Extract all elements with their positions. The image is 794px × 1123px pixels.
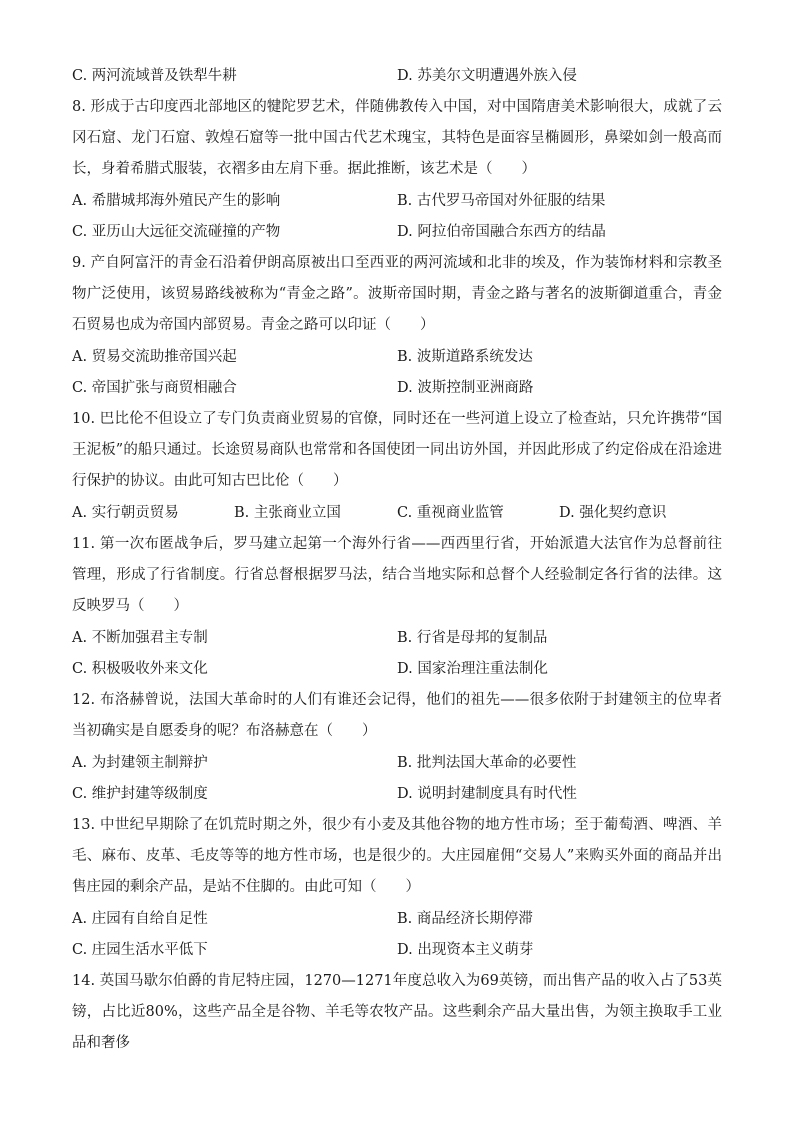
- q8-option-b: B. 古代罗马帝国对外征服的结果: [397, 193, 606, 209]
- q9-option-d: D. 波斯控制亚洲商路: [397, 380, 534, 396]
- q12-option-c: C. 维护封建等级制度: [72, 786, 208, 802]
- q10-stem: 10. 巴比伦不但设立了专门负责商业贸易的官僚，同时还在一些河道上设立了检查站，只允许携带“国王泥板”的船只通过。长途贸易商队也常常和各国使团一同出访外国，并因此形成了约定俗成在沿途进行保护的协议。由此可知古巴比伦（ ）: [72, 411, 722, 489]
- q8-stem: 8. 形成于古印度西北部地区的犍陀罗艺术，伴随佛教传入中国，对中国隋唐美术影响很大，成就了云冈石窟、龙门石窟、敦煌石窟等一批中国古代艺术瑰宝，其特色是面容呈椭圆形，鼻梁如剑一般高而长，身着希腊式服装，衣褶多由左肩下垂。据此推断，该艺术是（ ）: [72, 99, 722, 177]
- q9-option-c: C. 帝国扩张与商贸相融合: [72, 380, 237, 396]
- q12-option-d: D. 说明封建制度具有时代性: [397, 786, 577, 802]
- q7-option-d: D. 苏美尔文明遭遇外族入侵: [397, 68, 577, 84]
- q11-option-b: B. 行省是母邦的复制品: [397, 630, 548, 646]
- q11-stem: 11. 第一次布匿战争后，罗马建立起第一个海外行省——西西里行省，开始派遣大法官作为总督前往管理，形成了行省制度。行省总督根据罗马法，结合当地实际和总督个人经验制定各行省的法律。这反映罗马（ ）: [72, 536, 722, 614]
- q14-stem: 14. 英国马歇尔伯爵的肯尼特庄园，1270—1271年度总收入为69英镑，而出售产品的收入占了53英镑，占比近80%，这些产品全是谷物、羊毛等农牧产品。这些剩余产品大量出售，为领主换取手工业品和奢侈: [72, 973, 722, 1051]
- q12-option-b: B. 批判法国大革命的必要性: [397, 755, 577, 771]
- q13-option-d: D. 出现资本主义萌芽: [397, 942, 534, 958]
- q8-option-c: C. 亚历山大远征交流碰撞的产物: [72, 224, 281, 240]
- q12-option-a: A. 为封建领主制辩护: [72, 755, 208, 771]
- q9-option-a: A. 贸易交流助推帝国兴起: [72, 349, 237, 365]
- q7-option-c: C. 两河流域普及铁犁牛耕: [72, 68, 237, 84]
- q11-option-a: A. 不断加强君主专制: [72, 630, 208, 646]
- q10-option-c: C. 重视商业监管: [397, 505, 504, 521]
- q9-option-b: B. 波斯道路系统发达: [397, 349, 533, 365]
- q12-stem: 12. 布洛赫曾说，法国大革命时的人们有谁还会记得，他们的祖先——很多依附于封建领主的位卑者当初确实是自愿委身的呢？布洛赫意在（ ）: [72, 692, 722, 739]
- q10-option-b: B. 主张商业立国: [234, 505, 341, 521]
- q13-option-b: B. 商品经济长期停滞: [397, 911, 533, 927]
- q8-option-a: A. 希腊城邦海外殖民产生的影响: [72, 193, 281, 209]
- q10-option-d: D. 强化契约意识: [559, 505, 667, 521]
- q9-stem: 9. 产自阿富汗的青金石沿着伊朗高原被出口至西亚的两河流域和北非的埃及，作为装饰材料和宗教圣物广泛使用，该贸易路线被称为“青金之路”。波斯帝国时期，青金之路与著名的波斯御道重合，青金石贸易也成为帝国内部贸易。青金之路可以印证（ ）: [72, 255, 722, 333]
- q13-stem: 13. 中世纪早期除了在饥荒时期之外，很少有小麦及其他谷物的地方性市场；至于葡萄酒、啤酒、羊毛、麻布、皮革、毛皮等等的地方性市场，也是很少的。大庄园雇佣“交易人”来购买外面的商品并出售庄园的剩余产品，是站不住脚的。由此可知（ ）: [72, 817, 722, 895]
- q13-option-c: C. 庄园生活水平低下: [72, 942, 208, 958]
- q8-option-d: D. 阿拉伯帝国融合东西方的结晶: [397, 224, 606, 240]
- q11-option-c: C. 积极吸收外来文化: [72, 661, 208, 677]
- q10-option-a: A. 实行朝贡贸易: [72, 505, 179, 521]
- q11-option-d: D. 国家治理注重法制化: [397, 661, 548, 677]
- q13-option-a: A. 庄园有自给自足性: [72, 911, 208, 927]
